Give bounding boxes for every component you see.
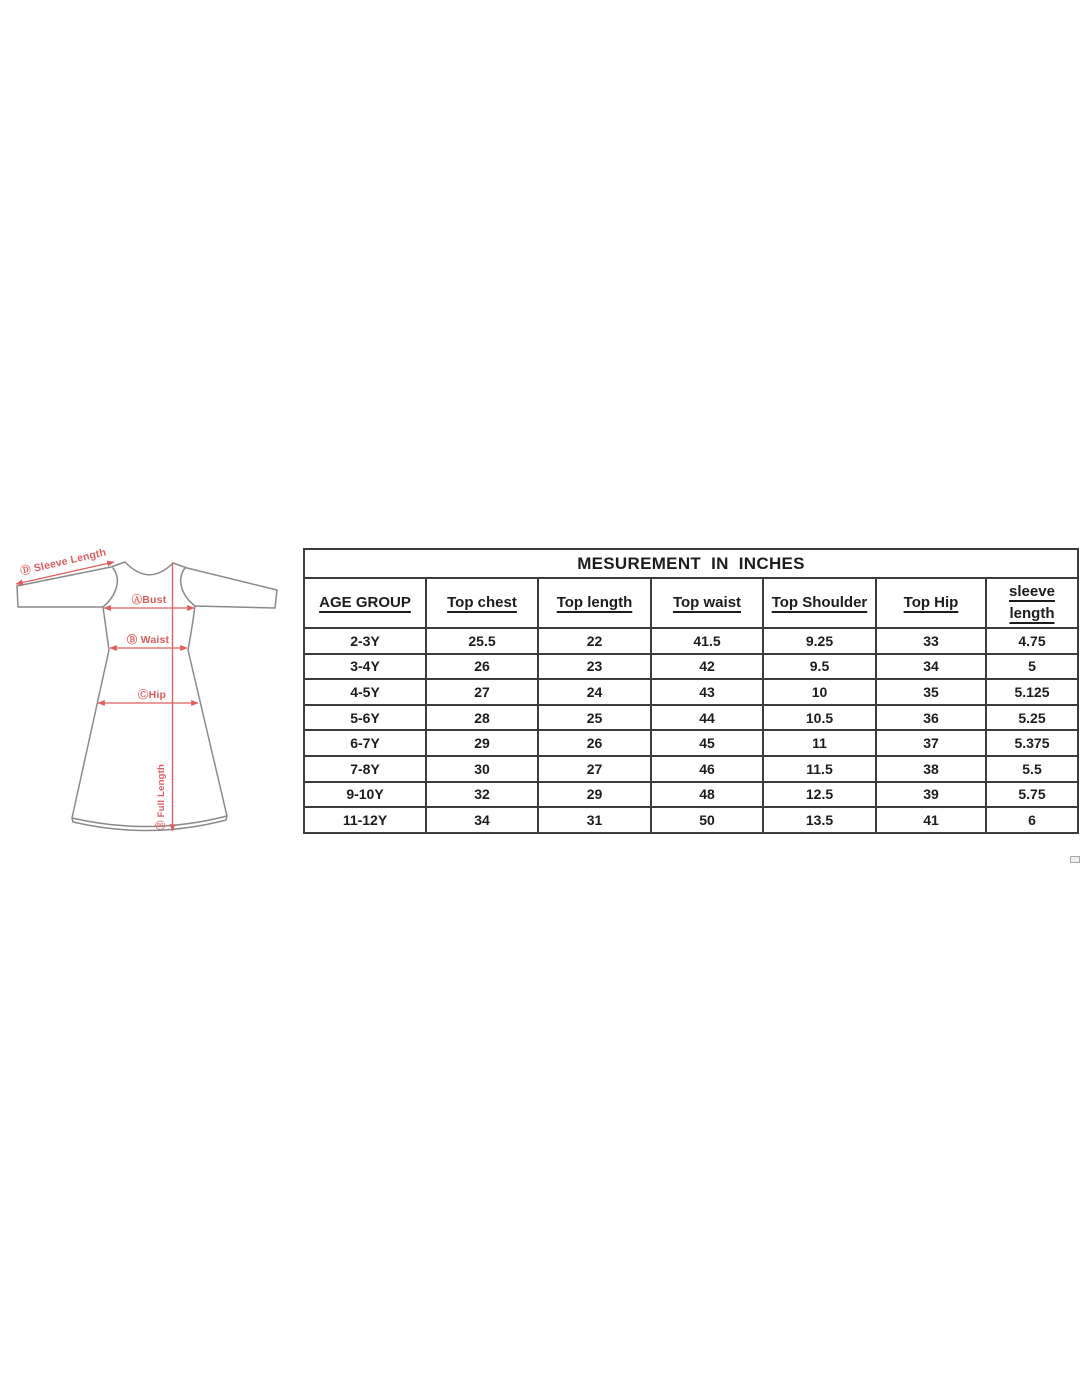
value-cell: 24 [538,679,651,705]
value-cell: 10.5 [763,705,876,731]
screenshot-artifact-mark [1070,856,1080,863]
value-cell: 44 [651,705,763,731]
value-cell: 50 [651,807,763,833]
value-cell: 11 [763,730,876,756]
right-body-path [188,606,227,816]
value-cell: 9.25 [763,628,876,654]
age-cell: 9-10Y [304,782,426,808]
value-cell: 34 [876,654,986,680]
table-row [304,807,1078,833]
value-cell: 26 [426,654,538,680]
column-header-sleeve-length: sleeve length [986,578,1078,628]
value-cell: 35 [876,679,986,705]
value-cell: 41 [876,807,986,833]
age-cell: 4-5Y [304,679,426,705]
table-row [304,628,1078,654]
neckline-path [125,562,173,575]
column-header-age-group: AGE GROUP [304,578,426,628]
waist-label: Ⓑ Waist [126,634,170,646]
value-cell: 27 [538,756,651,782]
dress-diagram [0,533,300,863]
value-cell: 5.25 [986,705,1078,731]
age-cell: 7-8Y [304,756,426,782]
value-cell: 32 [426,782,538,808]
value-cell: 5 [986,654,1078,680]
value-cell: 36 [876,705,986,731]
value-cell: 9.5 [763,654,876,680]
table-row [304,730,1078,756]
right-armhole-path [181,568,195,606]
column-header-top-length: Top length [538,578,651,628]
measurement-table [303,548,1079,834]
column-header-top-shoulder: Top Shoulder [763,578,876,628]
value-cell: 48 [651,782,763,808]
table-row [304,679,1078,705]
value-cell: 25 [538,705,651,731]
column-header-top-hip: Top Hip [876,578,986,628]
value-cell: 34 [426,807,538,833]
table-row [304,705,1078,731]
value-cell: 13.5 [763,807,876,833]
value-cell: 43 [651,679,763,705]
age-cell: 2-3Y [304,628,426,654]
left-body-path [72,607,109,818]
value-cell: 5.125 [986,679,1078,705]
title-row [304,549,1078,578]
age-cell: 5-6Y [304,705,426,731]
value-cell: 26 [538,730,651,756]
value-cell: 5.75 [986,782,1078,808]
column-header-top-chest: Top chest [426,578,538,628]
table-row [304,756,1078,782]
value-cell: 5.5 [986,756,1078,782]
age-cell: 3-4Y [304,654,426,680]
value-cell: 6 [986,807,1078,833]
value-cell: 45 [651,730,763,756]
column-header-top-waist: Top waist [651,578,763,628]
value-cell: 46 [651,756,763,782]
hem-path [72,816,227,831]
value-cell: 38 [876,756,986,782]
table-title: MESUREMENT IN INCHES [304,549,1078,578]
value-cell: 31 [538,807,651,833]
hip-label: ⒸHip [137,689,167,701]
value-cell: 29 [538,782,651,808]
value-cell: 22 [538,628,651,654]
age-cell: 6-7Y [304,730,426,756]
value-cell: 39 [876,782,986,808]
left-armhole-path [103,568,117,607]
right-sleeve-path [173,563,277,608]
value-cell: 37 [876,730,986,756]
table-row [304,654,1078,680]
bust-label: ⒶBust [131,594,167,606]
value-cell: 29 [426,730,538,756]
value-cell: 10 [763,679,876,705]
header-row [304,578,1078,628]
value-cell: 28 [426,705,538,731]
value-cell: 27 [426,679,538,705]
age-cell: 11-12Y [304,807,426,833]
value-cell: 30 [426,756,538,782]
value-cell: 4.75 [986,628,1078,654]
sleeve-length-label: Ⓓ Sleeve Length [19,546,108,578]
value-cell: 33 [876,628,986,654]
table-row [304,782,1078,808]
full-length-label: Ⓔ Full Length [156,764,167,830]
value-cell: 12.5 [763,782,876,808]
measurement-labels [19,545,169,830]
value-cell: 42 [651,654,763,680]
value-cell: 5.375 [986,730,1078,756]
value-cell: 41.5 [651,628,763,654]
value-cell: 11.5 [763,756,876,782]
value-cell: 23 [538,654,651,680]
value-cell: 25.5 [426,628,538,654]
